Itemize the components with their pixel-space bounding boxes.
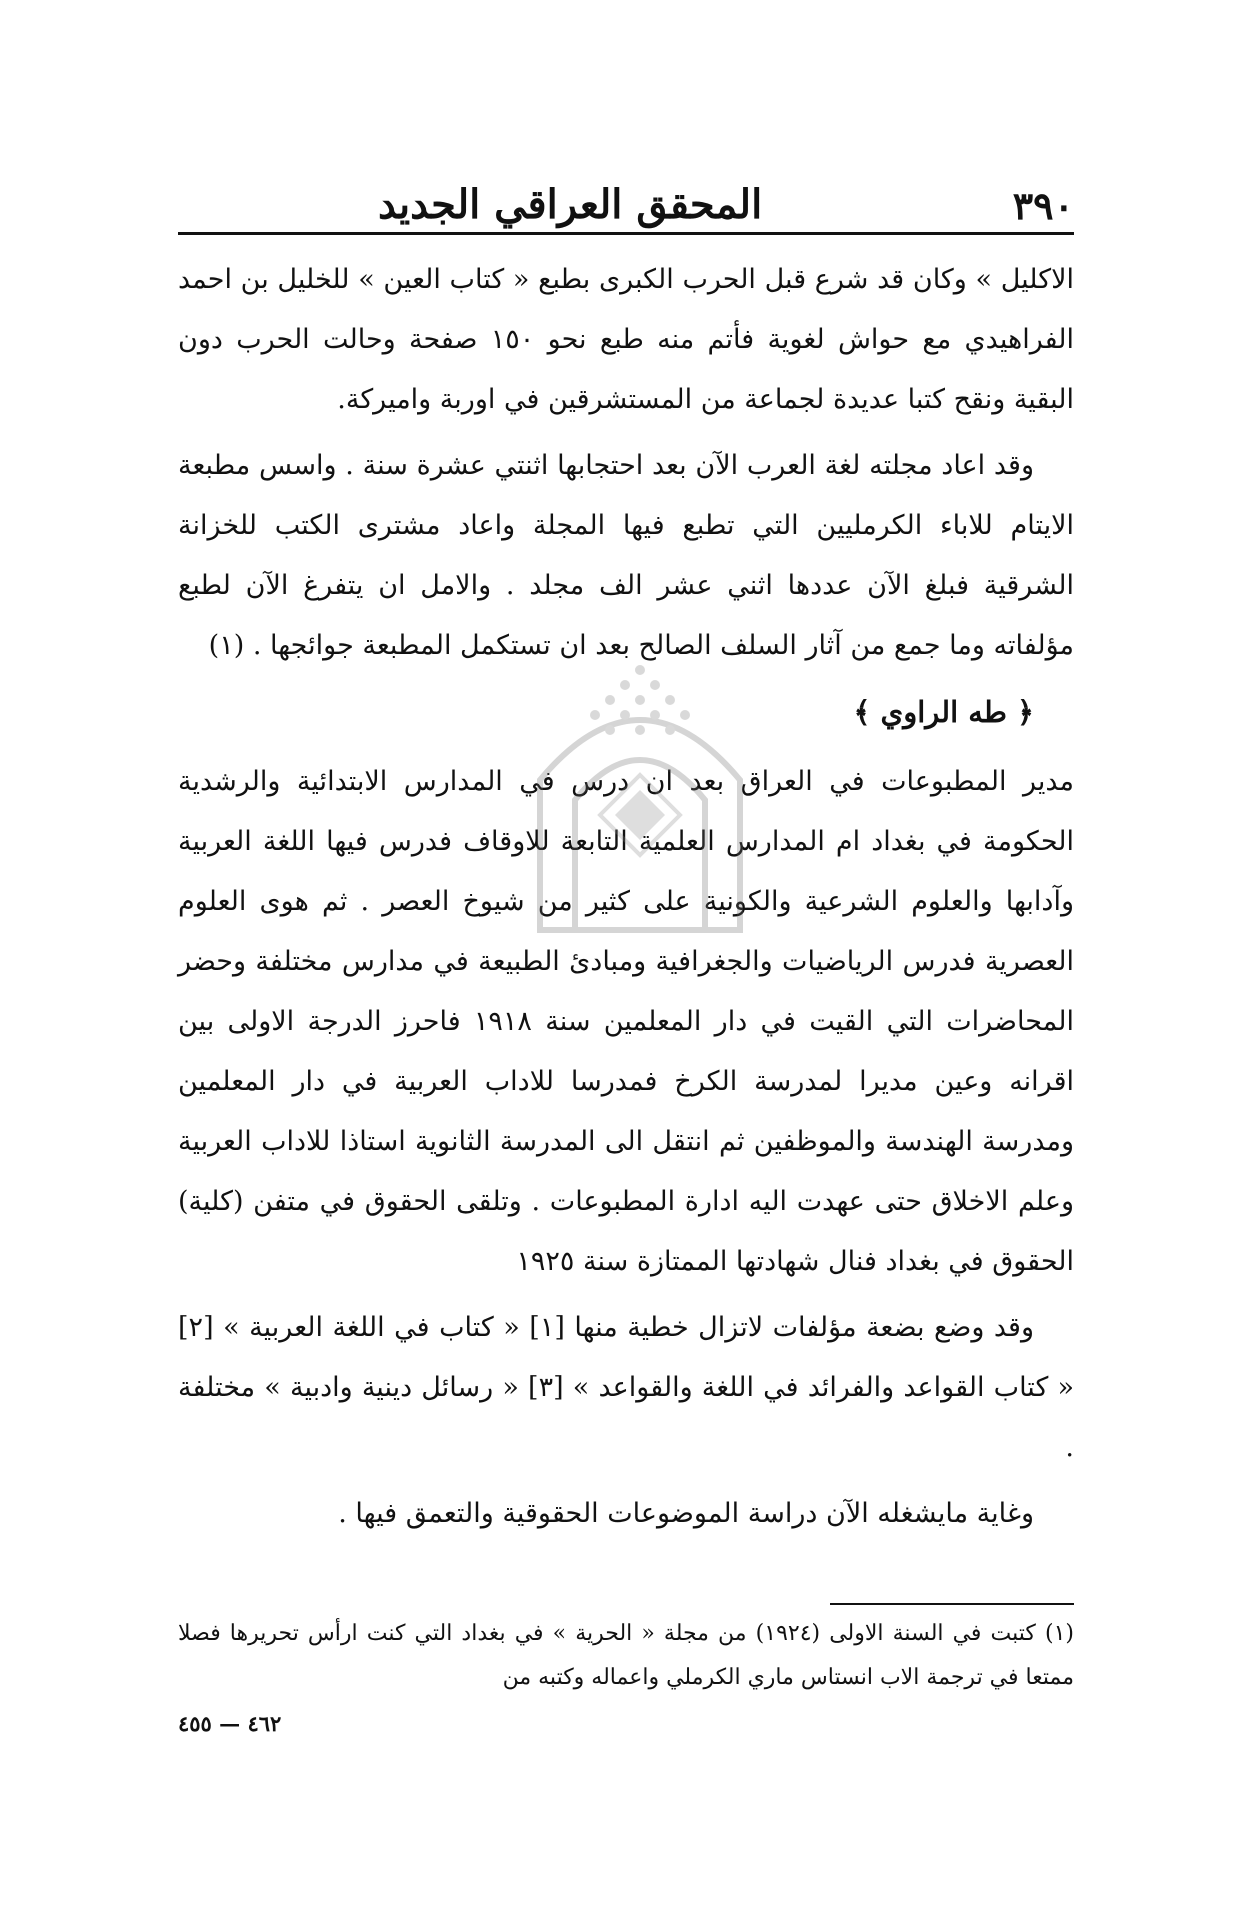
body-text — [178, 250, 1074, 1550]
page-header — [178, 168, 1074, 228]
signature-mark: ٤٦٢ — ٤٥٥ — [178, 1711, 282, 1736]
footnote-rule — [830, 1603, 1074, 1605]
running-title: المحقق العراقي الجديد — [378, 181, 763, 228]
paragraph-2: وقد اعاد مجلته لغة العرب الآن بعد احتجابها اثنتي عشرة سنة . واسس مطبعة الايتام للاباء الكرمليين التي تطبع فيها المجلة واعاد مشترى الكتب للخزانة الشرقية فبلغ الآن عددها اثني عشر الف مجلد . والامل ان يتفرغ الآن لطبع مؤلفاته وما جمع من آثار السلف الصالح بعد ان تستكمل المطبعة جوائجها . (١) — [178, 450, 1074, 661]
section-heading: ﴿ طه الراوي ﴾ — [853, 695, 1034, 729]
paragraph-4: وقد وضع بضعة مؤلفات لاتزال خطية منها [١] « كتاب في اللغة العربية » [٢] « كتاب القواعد والفرائد في اللغة والقواعد » [٣] « رسائل دينية وادبية » مختلفة . — [178, 1312, 1074, 1463]
footnote-1: (١) كتبت في السنة الاولى (١٩٢٤) من مجلة « الحرية » في بغداد التي كنت ارأس تحريرها فصلا ممتعا في ترجمة الاب انستاس ماري الكرملي واعماله وكتبه من — [178, 1621, 1074, 1690]
paragraph-3: مدير المطبوعات في العراق بعد ان درس في المدارس الابتدائية والرشدية الحكومة في بغداد ام المدارس العلمية التابعة للاوقاف فدرس فيها اللغة العربية وآدابها والعلوم الشرعية والكونية على كثير من شيوخ العصر . ثم هوى العلوم العصرية فدرس الرياضيات والجغرافية ومبادئ الطبيعة في مدارس مختلفة وحضر المحاضرات التي القيت في دار المعلمين سنة ١٩١٨ فاحرز الدرجة الاولى بين اقرانه وعين مديرا لمدرسة الكرخ فمدرسا للاداب العربية في دار المعلمين ومدرسة الهندسة والموظفين ثم انتقل الى المدرسة الثانوية استاذا للاداب العربية وعلم الاخلاق حتى عهدت اليه ادارة المطبوعات . وتلقى الحقوق في متفن (كلية) الحقوق في بغداد فنال شهادتها الممتازة سنة ١٩٢٥ — [178, 766, 1074, 1277]
paragraph-5: وغاية مايشغله الآن دراسة الموضوعات الحقوقية والتعمق فيها . — [338, 1498, 1034, 1529]
footnotes — [178, 1612, 1074, 1746]
header-rule — [178, 232, 1074, 235]
paragraph-1: الاكليل » وكان قد شرع قبل الحرب الكبرى بطبع « كتاب العين » للخليل بن احمد الفراهيدي مع حواش لغوية فأتم منه طبع نحو ١٥٠ صفحة وحالت الحرب دون البقية ونقح كتبا عديدة لجماعة من المستشرقين في اوربة واميركة. — [178, 264, 1074, 415]
page-number: ٣٩٠ — [1012, 183, 1074, 228]
